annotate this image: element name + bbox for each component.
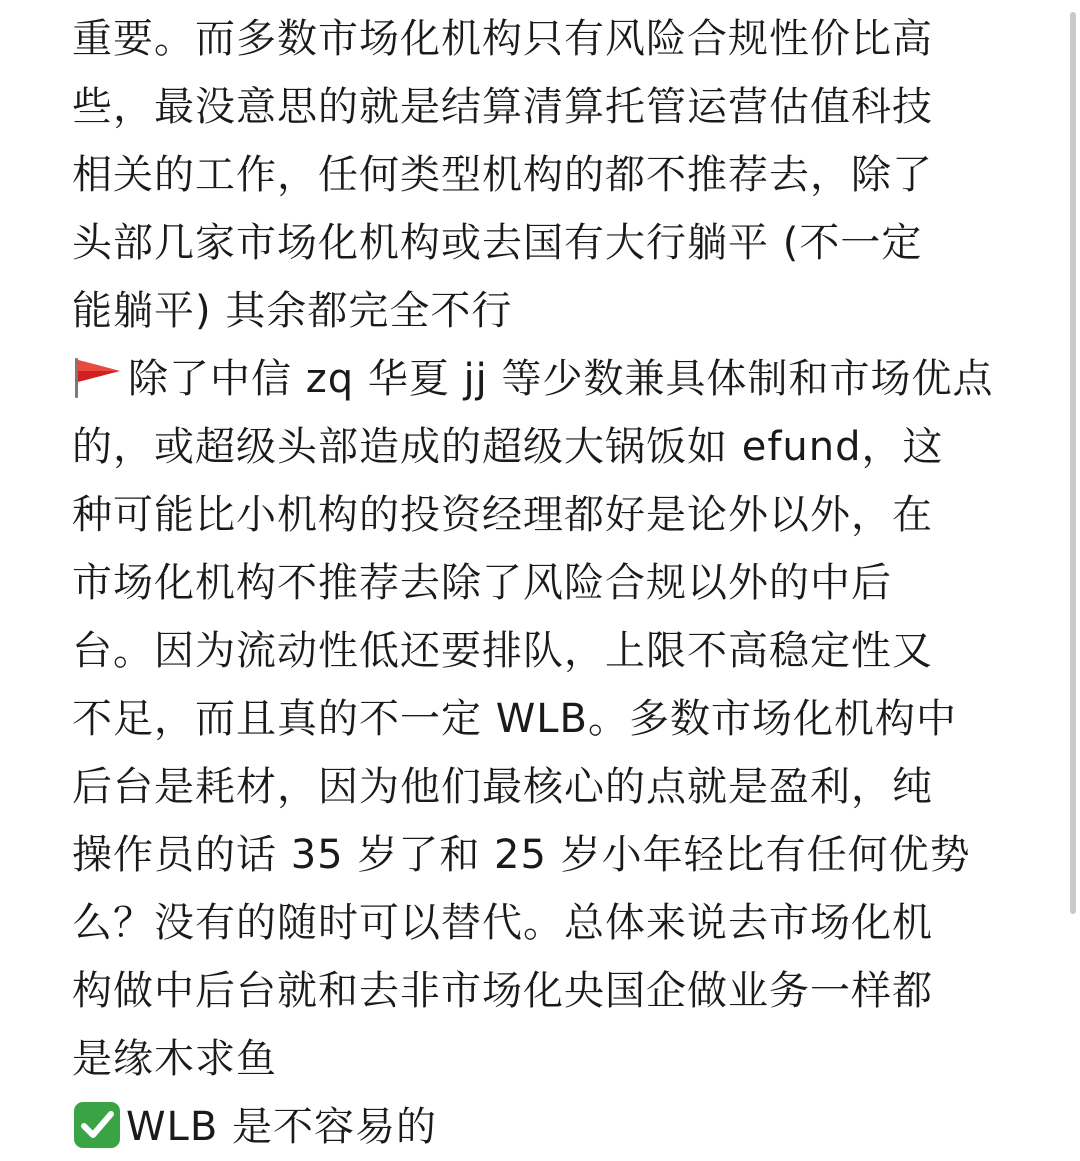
text-line: 市场化机构不推荐去除了风险合规以外的中后: [72, 560, 892, 606]
text-line: 构做中后台就和去非市场化央国企做业务一样都: [72, 968, 933, 1014]
text-line: 么？没有的随时可以替代。总体来说去市场化机: [72, 900, 933, 946]
text-line: 能躺平) 其余都完全不行: [72, 288, 513, 334]
text-line: 些，最没意思的就是结算清算托管运营估值科技: [72, 84, 933, 130]
text-line: 的，或超级头部造成的超级大锅饭如 efund，这: [72, 424, 944, 470]
check-paragraph-line: [72, 1093, 1012, 1161]
scrollbar-thumb[interactable]: [1070, 12, 1076, 914]
text-line: 相关的工作，任何类型机构的都不推荐去，除了: [72, 152, 933, 198]
check-mark-button-icon: [72, 1100, 122, 1150]
triangular-red-flag-icon: [72, 356, 124, 400]
post-body: [72, 5, 1012, 1161]
text-line: 不足，而且真的不一定 WLB。多数市场化机构中: [72, 696, 957, 742]
text-line: 头部几家市场化机构或去国有大行躺平 (不一定: [72, 220, 923, 266]
text-line: 后台是耗材，因为他们最核心的点就是盈利，纯: [72, 764, 933, 810]
flag-line-text: 除了中信 zq 华夏 jj 等少数兼具体制和市场优点: [128, 356, 994, 402]
vertical-scrollbar[interactable]: [1066, 0, 1080, 1080]
text-line: 操作员的话 35 岁了和 25 岁小年轻比有任何优势: [72, 832, 971, 878]
text-line: 台。因为流动性低还要排队，上限不高稳定性又: [72, 628, 933, 674]
text-line: 是缘木求鱼: [72, 1036, 277, 1082]
flag-paragraph-line: [72, 345, 1012, 413]
text-line: 重要。而多数市场化机构只有风险合规性价比高: [72, 16, 933, 62]
check-line-text: WLB 是不容易的: [126, 1104, 437, 1150]
text-line: 种可能比小机构的投资经理都好是论外以外，在: [72, 492, 933, 538]
